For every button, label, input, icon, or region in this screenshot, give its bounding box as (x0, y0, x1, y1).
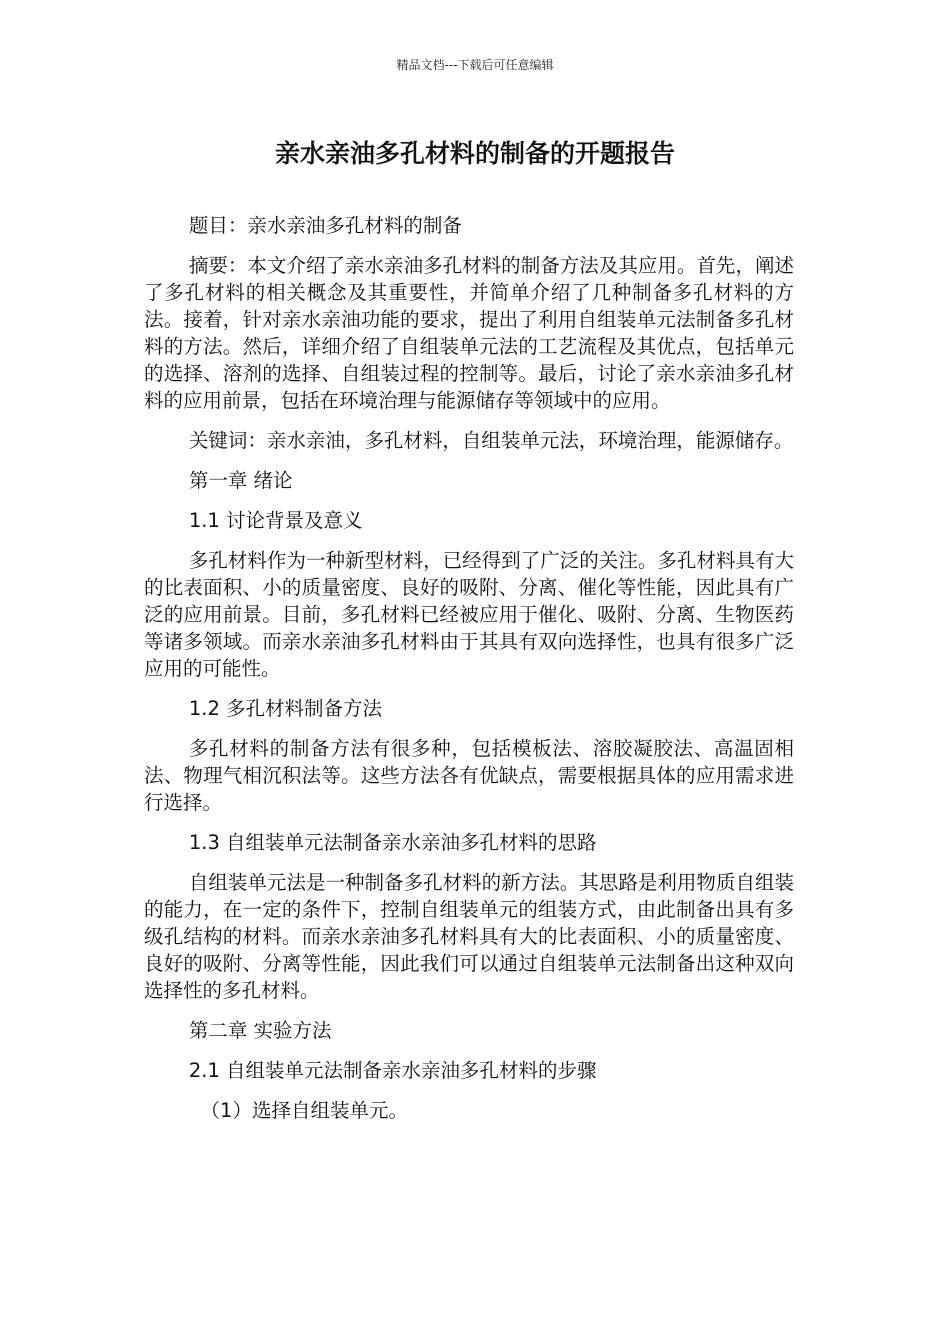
document-title: 亲水亲油多孔材料的制备的开题报告 (274, 139, 675, 168)
chapter-2-heading: 第二章 实验方法 (188, 1019, 332, 1042)
section-1-3-heading: 1.3 自组装单元法制备亲水亲油多孔材料的思路 (188, 831, 597, 854)
topic-line: 题目：亲水亲油多孔材料的制备 (188, 214, 462, 237)
abstract-paragraph: 摘要：本文介绍了亲水亲油多孔材料的制备方法及其应用。首先，阐述了多孔材料的相关概念及其重要性，并简单介绍了几种制备多孔材料的方法。接着，针对亲水亲油功能的要求，提出了利用自组装单元法制备多孔材料的方法。然后，详细介绍了自组装单元法的工艺流程及其优点，包括单元的选择、溶剂的选择、自组装过程的控制等。最后，讨论了亲水亲油多孔材料的应用前景，包括在环境治理与能源储存等领域中的应用。 (144, 254, 794, 412)
chapter-1-heading: 第一章 绪论 (188, 469, 293, 492)
section-1-1-heading: 1.1 讨论背景及意义 (188, 509, 363, 532)
keywords-paragraph: 关键词：亲水亲油，多孔材料，自组装单元法，环境治理，能源储存。 (188, 429, 794, 452)
document-body (144, 212, 794, 1124)
section-1-3-paragraph: 自组装单元法是一种制备多孔材料的新方法。其思路是利用物质自组装的能力，在一定的条件下，控制自组装单元的组装方式，由此制备出具有多级孔结构的材料。而亲水亲油多孔材料具有大的比表面积、小的质量密度、良好的吸附、分离等性能，因此我们可以通过自组装单元法制备出这种双向选择性的多孔材料。 (144, 871, 794, 1002)
section-1-1-paragraph: 多孔材料作为一种新型材料，已经得到了广泛的关注。多孔材料具有大的比表面积、小的质量密度、良好的吸附、分离、催化等性能，因此具有广泛的应用前景。目前，多孔材料已经被应用于催化、吸附、分离、生物医药等诸多领域。而亲水亲油多孔材料由于其具有双向选择性，也具有很多广泛应用的可能性。 (144, 549, 794, 680)
step-1-item: （1）选择自组装单元。 (200, 1099, 408, 1122)
section-1-2-paragraph: 多孔材料的制备方法有很多种，包括模板法、溶胶凝胶法、高温固相法、物理气相沉积法等。这些方法各有优缺点，需要根据具体的应用需求进行选择。 (144, 737, 794, 814)
section-1-2-heading: 1.2 多孔材料制备方法 (188, 697, 383, 720)
section-2-1-heading: 2.1 自组装单元法制备亲水亲油多孔材料的步骤 (188, 1059, 597, 1082)
page-header-watermark: 精品文档---下载后可任意编辑 (396, 58, 554, 72)
